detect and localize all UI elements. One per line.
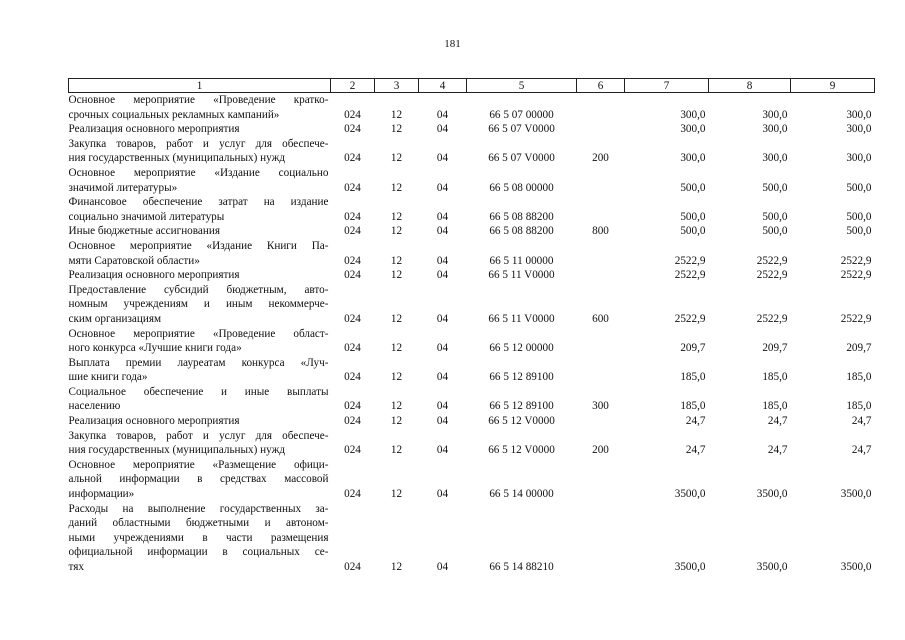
amount-col-8: 209,7 xyxy=(762,342,788,355)
target-article-code: 66 5 12 00000 xyxy=(489,342,554,355)
table-row xyxy=(69,429,875,458)
subsection-code: 04 xyxy=(436,152,449,165)
target-article-code: 66 5 12 V0000 xyxy=(488,444,555,457)
amount-col-7: 3500,0 xyxy=(674,488,706,501)
row-description xyxy=(69,385,331,414)
description-line: срочных социальных рекламных кампаний» xyxy=(68,108,280,121)
row-description xyxy=(69,239,331,268)
expense-type-code xyxy=(577,166,625,195)
amount-col-7: 500,0 xyxy=(680,210,706,223)
section-code: 12 xyxy=(390,371,403,384)
amount-col-9: 3500,0 xyxy=(840,488,872,501)
target-article-code: 66 5 11 V0000 xyxy=(488,312,555,325)
ministry-code: 024 xyxy=(344,254,361,267)
column-header: 9 xyxy=(791,79,875,93)
description-line: Реализация основного мероприятия xyxy=(68,415,240,428)
row-description xyxy=(69,429,331,458)
ministry-code: 024 xyxy=(344,371,361,384)
row-description xyxy=(69,502,331,575)
target-article-code: 66 5 12 89100 xyxy=(489,400,554,413)
expense-type-code xyxy=(577,239,625,268)
amount-col-7: 3500,0 xyxy=(674,561,706,573)
subsection-code: 04 xyxy=(436,488,449,501)
section-code: 12 xyxy=(390,488,403,501)
description-line: населению xyxy=(68,400,121,413)
subsection-code: 04 xyxy=(436,561,449,573)
table-row xyxy=(69,414,875,429)
row-description xyxy=(69,356,331,385)
amount-col-9: 24,7 xyxy=(851,415,872,428)
amount-col-9: 24,7 xyxy=(851,444,872,457)
amount-col-7: 24,7 xyxy=(685,415,706,428)
target-article-code: 66 5 07 00000 xyxy=(489,108,554,121)
amount-col-9: 3500,0 xyxy=(840,561,872,573)
description-line: шие книги года» xyxy=(68,371,148,384)
amount-col-8: 300,0 xyxy=(762,108,788,121)
table-row xyxy=(69,327,875,356)
description-line: официальной информации в социальных се- xyxy=(68,546,329,559)
amount-col-8: 3500,0 xyxy=(756,488,788,501)
amount-col-9: 185,0 xyxy=(846,371,872,384)
amount-col-7: 24,7 xyxy=(685,444,706,457)
description-line: Закупка товаров, работ и услуг для обеспече- xyxy=(68,429,329,442)
amount-col-9: 2522,9 xyxy=(840,269,872,282)
row-description xyxy=(69,166,331,195)
table-row xyxy=(69,93,875,123)
amount-col-7: 2522,9 xyxy=(674,312,706,325)
table-row xyxy=(69,356,875,385)
expense-type-code: 300 xyxy=(592,400,609,413)
column-header: 2 xyxy=(331,79,375,93)
description-line: ским организациям xyxy=(68,312,162,325)
section-code: 12 xyxy=(390,561,403,573)
ministry-code: 024 xyxy=(344,415,361,428)
ministry-code: 024 xyxy=(344,225,361,238)
row-description xyxy=(69,283,331,327)
table-row xyxy=(69,268,875,283)
amount-col-8: 24,7 xyxy=(767,444,788,457)
description-line: информации» xyxy=(68,488,135,501)
amount-col-8: 500,0 xyxy=(762,225,788,238)
section-code: 12 xyxy=(390,400,403,413)
amount-col-7: 185,0 xyxy=(680,371,706,384)
subsection-code: 04 xyxy=(436,415,449,428)
column-header: 7 xyxy=(625,79,709,93)
section-code: 12 xyxy=(390,444,403,457)
section-code: 12 xyxy=(390,415,403,428)
expense-type-code: 600 xyxy=(592,312,609,325)
description-line: социально значимой литературы xyxy=(68,210,225,223)
amount-col-7: 300,0 xyxy=(680,123,706,136)
table-row xyxy=(69,239,875,268)
target-article-code: 66 5 07 V0000 xyxy=(488,152,555,165)
amount-col-8: 2522,9 xyxy=(756,269,788,282)
subsection-code: 04 xyxy=(436,254,449,267)
row-description xyxy=(69,414,331,429)
description-line: ного конкурса «Лучшие книги года» xyxy=(68,342,242,355)
table-row xyxy=(69,122,875,137)
amount-col-9: 185,0 xyxy=(846,400,872,413)
amount-col-7: 300,0 xyxy=(680,152,706,165)
ministry-code: 024 xyxy=(344,561,361,573)
amount-col-8: 185,0 xyxy=(762,371,788,384)
subsection-code: 04 xyxy=(436,444,449,457)
description-line: Расходы на выполнение государственных за- xyxy=(68,502,329,515)
section-code: 12 xyxy=(390,312,403,325)
table-row xyxy=(69,283,875,327)
section-code: 12 xyxy=(390,269,403,282)
description-line: Реализация основного мероприятия xyxy=(68,123,240,136)
amount-col-7: 500,0 xyxy=(680,225,706,238)
table-body xyxy=(69,93,875,575)
table-row xyxy=(69,137,875,166)
ministry-code: 024 xyxy=(344,108,361,121)
column-header: 6 xyxy=(577,79,625,93)
target-article-code: 66 5 08 88200 xyxy=(489,225,554,238)
amount-col-9: 500,0 xyxy=(846,225,872,238)
expense-type-code: 200 xyxy=(592,152,609,165)
table-row xyxy=(69,166,875,195)
expense-type-code xyxy=(577,93,625,123)
section-code: 12 xyxy=(390,108,403,121)
expense-type-code xyxy=(577,356,625,385)
column-header: 8 xyxy=(709,79,791,93)
expense-type-code: 800 xyxy=(592,225,609,238)
section-code: 12 xyxy=(390,342,403,355)
table-row xyxy=(69,195,875,224)
amount-col-8: 3500,0 xyxy=(756,561,788,573)
subsection-code: 04 xyxy=(436,371,449,384)
subsection-code: 04 xyxy=(436,123,449,136)
amount-col-8: 500,0 xyxy=(762,210,788,223)
amount-col-7: 2522,9 xyxy=(674,254,706,267)
amount-col-8: 2522,9 xyxy=(756,312,788,325)
amount-col-7: 185,0 xyxy=(680,400,706,413)
expense-type-code xyxy=(577,268,625,283)
description-line: Предоставление субсидий бюджетным, авто- xyxy=(68,283,329,296)
description-line: Финансовое обеспечение затрат на издание xyxy=(68,196,329,209)
subsection-code: 04 xyxy=(436,342,449,355)
description-line: ния государственных (муниципальных) нужд xyxy=(68,444,286,457)
ministry-code: 024 xyxy=(344,342,361,355)
description-line: ния государственных (муниципальных) нужд xyxy=(68,152,286,165)
expense-type-code xyxy=(577,122,625,137)
subsection-code: 04 xyxy=(436,225,449,238)
ministry-code: 024 xyxy=(344,488,361,501)
amount-col-8: 185,0 xyxy=(762,400,788,413)
description-line: номным учреждениям и иным некоммерче- xyxy=(68,298,329,311)
section-code: 12 xyxy=(390,254,403,267)
description-line: ными учреждениями в части размещения xyxy=(68,531,329,544)
description-line: Выплата премии лауреатам конкурса «Луч- xyxy=(68,356,329,369)
description-line: значимой литературы» xyxy=(68,181,178,194)
target-article-code: 66 5 12 89100 xyxy=(489,371,554,384)
description-line: Основное мероприятие «Издание Книги Па- xyxy=(68,239,329,252)
table-row xyxy=(69,502,875,575)
description-line: Социальное обеспечение и иные выплаты xyxy=(68,385,329,398)
row-description xyxy=(69,195,331,224)
section-code: 12 xyxy=(390,123,403,136)
expense-type-code: 200 xyxy=(592,444,609,457)
description-line: Закупка товаров, работ и услуг для обеспече- xyxy=(68,137,329,150)
row-description xyxy=(69,327,331,356)
description-line: даний областными бюджетными и автоном- xyxy=(68,517,329,530)
row-description xyxy=(69,224,331,239)
table-row xyxy=(69,385,875,414)
amount-col-8: 300,0 xyxy=(762,123,788,136)
subsection-code: 04 xyxy=(436,210,449,223)
table-row xyxy=(69,224,875,239)
amount-col-7: 300,0 xyxy=(680,108,706,121)
target-article-code: 66 5 14 00000 xyxy=(489,488,554,501)
ministry-code: 024 xyxy=(344,210,361,223)
amount-col-7: 209,7 xyxy=(680,342,706,355)
amount-col-7: 2522,9 xyxy=(674,269,706,282)
row-description xyxy=(69,137,331,166)
amount-col-9: 300,0 xyxy=(846,108,872,121)
amount-col-9: 500,0 xyxy=(846,210,872,223)
table-header xyxy=(69,79,875,93)
row-description xyxy=(69,122,331,137)
description-line: мяти Саратовской области» xyxy=(68,254,200,267)
section-code: 12 xyxy=(390,152,403,165)
subsection-code: 04 xyxy=(436,108,449,121)
target-article-code: 66 5 11 V0000 xyxy=(488,269,555,282)
row-description xyxy=(69,93,331,123)
description-line: тях xyxy=(68,561,84,573)
column-header: 4 xyxy=(419,79,467,93)
subsection-code: 04 xyxy=(436,400,449,413)
description-line: Основное мероприятие «Проведение кратко- xyxy=(68,94,329,106)
section-code: 12 xyxy=(390,210,403,223)
target-article-code: 66 5 14 88210 xyxy=(489,561,554,573)
amount-col-8: 300,0 xyxy=(762,152,788,165)
amount-col-8: 500,0 xyxy=(762,181,788,194)
description-line: Основное мероприятие «Размещение офици- xyxy=(68,458,329,471)
subsection-code: 04 xyxy=(436,312,449,325)
amount-col-9: 300,0 xyxy=(846,123,872,136)
ministry-code: 024 xyxy=(344,444,361,457)
description-line: Реализация основного мероприятия xyxy=(68,269,240,282)
amount-col-8: 2522,9 xyxy=(756,254,788,267)
target-article-code: 66 5 11 00000 xyxy=(489,254,554,267)
target-article-code: 66 5 07 V0000 xyxy=(488,123,555,136)
page-number: 181 xyxy=(444,38,461,50)
description-line: Иные бюджетные ассигнования xyxy=(68,225,220,238)
expense-type-code xyxy=(577,327,625,356)
ministry-code: 024 xyxy=(344,400,361,413)
expense-type-code xyxy=(577,502,625,575)
ministry-code: 024 xyxy=(344,312,361,325)
amount-col-9: 2522,9 xyxy=(840,254,872,267)
section-code: 12 xyxy=(390,181,403,194)
table-row xyxy=(69,458,875,502)
column-header: 3 xyxy=(375,79,419,93)
row-description xyxy=(69,458,331,502)
description-line: альной информации в средствах массовой xyxy=(68,473,329,486)
description-line: Основное мероприятие «Издание социально xyxy=(68,166,329,179)
target-article-code: 66 5 08 88200 xyxy=(489,210,554,223)
expense-type-code xyxy=(577,414,625,429)
budget-table xyxy=(68,78,875,575)
expense-type-code xyxy=(577,458,625,502)
ministry-code: 024 xyxy=(344,123,361,136)
expense-type-code xyxy=(577,195,625,224)
target-article-code: 66 5 12 V0000 xyxy=(488,415,555,428)
description-line: Основное мероприятие «Проведение област- xyxy=(68,327,329,340)
ministry-code: 024 xyxy=(344,269,361,282)
amount-col-9: 2522,9 xyxy=(840,312,872,325)
amount-col-7: 500,0 xyxy=(680,181,706,194)
column-header: 1 xyxy=(69,79,331,93)
subsection-code: 04 xyxy=(436,269,449,282)
ministry-code: 024 xyxy=(344,152,361,165)
row-description xyxy=(69,268,331,283)
amount-col-9: 209,7 xyxy=(846,342,872,355)
amount-col-9: 500,0 xyxy=(846,181,872,194)
amount-col-9: 300,0 xyxy=(846,152,872,165)
column-header: 5 xyxy=(467,79,577,93)
target-article-code: 66 5 08 00000 xyxy=(489,181,554,194)
section-code: 12 xyxy=(390,225,403,238)
amount-col-8: 24,7 xyxy=(767,415,788,428)
ministry-code: 024 xyxy=(344,181,361,194)
subsection-code: 04 xyxy=(436,181,449,194)
